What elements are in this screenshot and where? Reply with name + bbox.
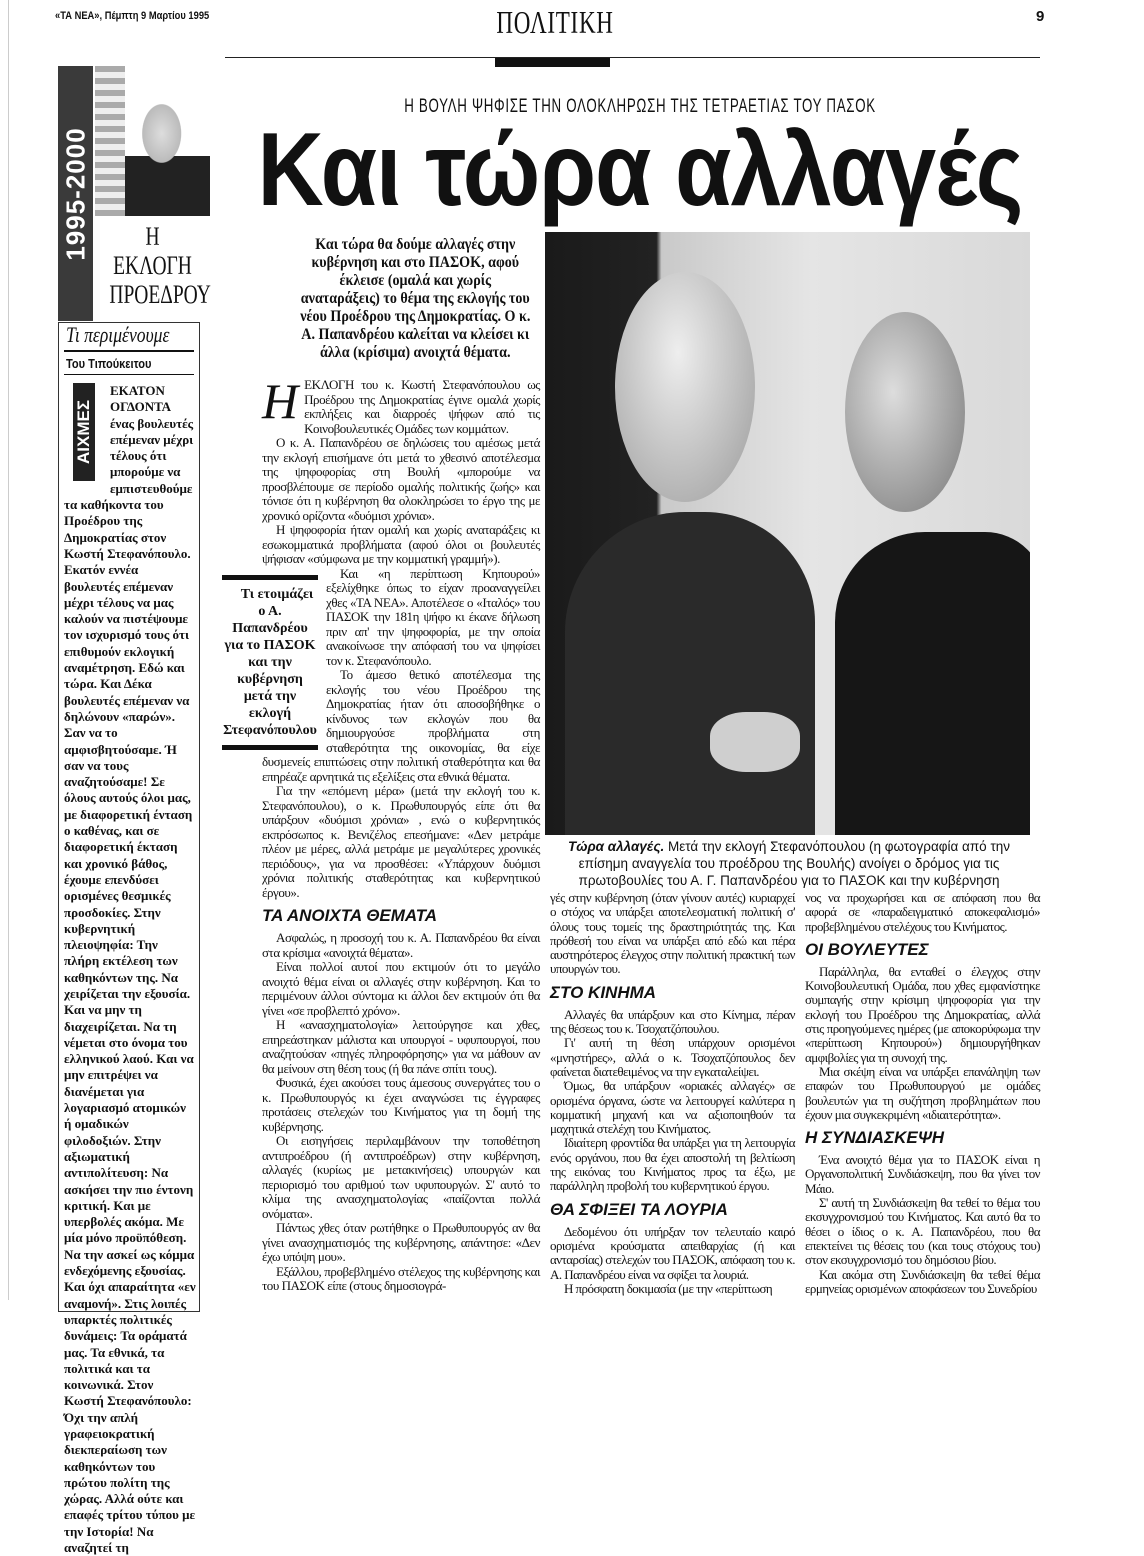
section-bar [495,58,610,67]
article-column-3 [805,891,1040,1296]
paragraph: Η ψηφοφορία ήταν ομαλή και χωρίς αναταράξεις κι εσωκομματικά προβλήματα (αφού όλοι οι βουλευτές ψήφισαν «σύμφωνα με την κομματική γραμμή»). [262,522,540,566]
paragraph: Η πρόσφατη δοκιμασία (με την «περίπτωση [564,1280,773,1296]
paragraph: Είναι πολλοί αυτοί που εκτιμούν ότι το μεγάλο ανοιχτό θέμα είναι οι αλλαγές στην κυβέρνηση. Και το περιμένουν άλλοι σύντομα κι άλλοι δεν εκτιμούν ότι θα γίνει «σε προβλεπτό χρόνο». [262,959,540,1018]
subheading: ΣΤΟ ΚΙΝΗΜΑ [550,982,657,1002]
paragraph: νος να προχωρήσει και σε απόφαση που θα αφορά σε «παραδειγματικό αποκεφαλισμό» προβεβλημένου στελέχους του Κινήματος. [805,890,1040,934]
series-title: Η ΕΚΛΟΓΗ ΠΡΟΕΔΡΟΥ [109,222,211,309]
subheading: ΘΑ ΣΦΙΞΕΙ ΤΑ ΛΟΥΡΙΑ [550,1199,728,1219]
article-photo [545,232,1030,835]
series-years: 1995-2000 [60,126,90,261]
paragraph: Και ακόμα στη Συνδιάσκεψη θα τεθεί θέμα ερμηνείας ορισμένων αποφάσεων του Συνεδρίου [805,1266,1040,1296]
paragraph: Ένα ανοιχτό θέμα για το ΠΑΣΟΚ είναι η Οργανοπολιτική Συνδιάσκεψη, που θα γίνει τον Μάιο. [805,1152,1040,1196]
lead-paragraph: Και τώρα θα δούμε αλλαγές στην κυβέρνηση και στο ΠΑΣΟΚ, αφού έκλεισε (ομαλά και χωρίς αναταράξεις) το θέμα της εκλογής του νέου Προέδρου της Δημοκρατίας. Ο κ. Α. Παπανδρέου καλείται να κλείσει κι άλλα (κρίσιμα) ανοιχτά θέματα. [300,236,531,361]
paragraph: Μια σκέψη είναι να υπάρξει επανάληψη των επαφών του Πρωθυπουργού με ομάδες βουλευτών για τη συζήτηση προβλημάτων που έχουν μια συγκεκριμένη «ιδιαιτερότητα». [805,1063,1040,1122]
kicker: Η ΒΟΥΛΗ ΨΗΦΙΣΕ ΤΗΝ ΟΛΟΚΛΗΡΩΣΗ ΤΗΣ ΤΕΤΡΑΕΤΙΑΣ ΤΟΥ ΠΑΣΟΚ [404,96,876,117]
opinion-author: Του Τιπούκειτου [66,356,152,371]
paragraph: Η «ανασχηματολογία» λειτούργησε και χθες, επηρεάστηκαν μάλιστα και υπουργοί - υφυπουργοί, που αναζητούσαν «πηγές πληροφόρησης» για να μάθουν αν θα μείνουν στη θέση τους (ή θα πάνε σπίτι τους). [262,1017,540,1076]
subheading: ΟΙ ΒΟΥΛΕΥΤΕΣ [805,939,929,959]
opinion-body: ΕΚΑΤΟΝ ΟΓΔΟΝΤΑ ένας βουλευτές επέμεναν μέχρι τέλους ότι μπορούμε να εμπιστευθούμε τα καθήκοντα του Προέδρου της Δημοκρατίας στον Κωστή Στεφανόπουλο. Εκατόν εννέα βουλευτές επέμεναν μέχρι τέλους να μας καλούν να πιστέψουμε τον ισχυρισμό τους ότι επιθυμούν εκλογική αναμέτρηση. Εδώ και τώρα. Και Δέκα βουλευτές επέμεναν να δηλώνουν «παρών». Σαν να το αμφισβητούσαμε. Ή σαν να τους αναζητούσαμε! Σε όλους αυτούς όλοι μας, με διαφορετική ένταση ο καθένας, και σε διαφορετική έκταση και χρονικό βάθος, έχουμε επενδύσει ορισμένες θεσμικές προσδοκίες. Στην κυβερνητική πλειοψηφία: Την πλήρη εκτέλεση των καθηκόντων της. Να χειρίζεται την εξουσία. Και να μην τη διαχειρίζεται. Να τη νέμεται στο όνομα του ελληνικού λαού. Και να μην επιτρέψει να διανέμεται για λογαριασμό ατομικών ή ομαδικών φιλοδοξιών. Στην αξιωματική αντιπολίτευση: Να ασκήσει την πιο έντονη κριτική. Και με υπερβολές ακόμα. Με μία μόνο προϋπόθεση. Να την ασκεί ως κόμμα ενδεχόμενης εξουσίας. Και όχι απαραίτητα «εν αναμονή». Στις λοιπές υπαρκτές πολιτικές δυνάμεις: Τα οράματά μας. Τα εθνικά, τα πολιτικά και τα κοινωνικά. Στον Κωστή Στεφανόπουλο: Όχι την απλή γραφειοκρατική διεκπεραίωση των καθηκόντων του πρώτου πολίτη της χώρας. Αλλά ούτε και επαφές τρίτου τύπου με την Ιστορία! Να αναζητεί τη [64,383,196,1556]
page-number: 9 [1036,8,1045,25]
paragraph: Γι' αυτή τη θέση υπάρχουν ορισμένοι «μνηστήρες», αλλά ο κ. Τσοχατζόπουλος δεν φαίνεται διατεθειμένος να την εγκαταλείψει. [550,1035,795,1079]
opinion-tag [73,383,95,481]
photo-caption [548,838,1030,889]
paragraph: Σ' αυτή τη Συνδιάσκεψη θα τεθεί το θέμα του εκσυγχρονισμού του Κινήματος. Και αυτό θα το θέσει ο ίδιος ο κ. Α. Παπανδρέου, που θα επεκτείνει τις θέσεις του (και τους στόχους του) στον εκσυγχρονισμό του δημόσιου βίου. [805,1195,1040,1268]
paragraph: Οι εισηγήσεις περιλαμβάνουν την τοποθέτηση αντιπροέδρου (ή αντιπροέδρων) στην κυβέρνηση, αλλαγές (κυρίως με μετακινήσεις) υπουργών και περιορισμό του αριθμού των υφυπουργών. Σ' αυτό το κλίμα της ανασχηματολογίας «παίζονται πολλά ονόματα». [262,1133,540,1221]
paragraph: Το άμεσο θετικό αποτέλεσμα της εκλογής του νέου Προέδρου της Δημοκρατίας ήταν ότι αποσοβήθηκε ο κίνδυνος των εκλογών που θα δημιουργούσε προβλήματα στη σταθερότητα της οικονομίας, θα είχε δυσμενείς επιπτώσεις στην πολιτική σταθερότητα και θα επηρέαζε αρνητικά τις εξελίξεις στα εθνικά θέματα. [262,667,540,784]
caption-text: Μετά την εκλογή Στεφανόπουλου (η φωτογραφία από την επίσημη αναγγελία του προέδρου της Βουλής) ανοίγει ο δρόμος για τις πρωτοβουλίες του Α. Γ. Παπανδρέου για το ΠΑΣΟΚ και την κυβέρνηση [578,839,1011,888]
article-column-1 [223,373,540,1294]
opinion-title: Τι περιμένουμε [66,322,170,347]
article-column-2 [550,891,795,1296]
paragraph: Ιδιαίτερη φροντίδα θα υπάρξει για τη λειτουργία ενός οργάνου, που θα έχει αποστολή τη βελτίωση της εικόνας του Κινήματος προς τα έξω, με παράλληλη προβολή του κυβερνητικού έργου. [550,1135,795,1194]
paragraph: Ασφαλώς, η προσοχή του κ. Α. Παπανδρέου θα είναι στα κρίσιμα «ανοιχτά θέματα». [262,930,540,960]
paragraph: Παράλληλα, θα ενταθεί ο έλεγχος στην Κοινοβουλευτική Ομάδα, που χθες εμφανίστηκε συμπαγής στην κρίσιμη ψηφοφορία για την εκλογή του Προέδρου της Δημοκρατίας, αλλά στις προηγούμενες ημέρες (με αποκορύφωμα την «περίπτωση Κηπουρού») δημιουργήθηκαν αμφιβολίες για τη συνοχή της. [805,963,1040,1065]
paragraph: Για την «επόμενη μέρα» (μετά την εκλογή του κ. Στεφανόπουλου), ο κ. Πρωθυπουργός είπε ότι θα υπάρξουν «δυόμισι χρόνια» , ενώ ο κυβερνητικός εκπρόσωπος κ. Βενιζέλος επεσήμανε: «Δεν μετράμε πλέον με μέρες, αλλά μετράμε με μεγαλύτερες χρονικές περιόδους», για να προσθέσει: «Υπάρχουν δυόμισι χρόνια πολιτικής σταθερότητας και κυβερνητικού έργου». [262,783,540,900]
pull-quote: Τι ετοιμάζει ο Α. Παπανδρέου για το ΠΑΣΟΚ και την κυβέρνηση μετά την εκλογή Στεφανόπουλου [222,575,318,750]
divider [64,374,194,375]
scan-edge [8,0,9,1300]
paragraph: Αλλαγές θα υπάρξουν και στο Κίνημα, πέραν της θέσεως του κ. Τσοχατζόπουλου. [550,1006,795,1037]
divider [64,350,194,352]
subheading: ΤΑ ΑΝΟΙΧΤΑ ΘΕΜΑΤΑ [262,906,438,925]
opinion-text [64,383,196,1556]
opinion-tag-label: ΑΙΧΜΕΣ [74,399,93,465]
issue-date: «ΤΑ ΝΕΑ», Πέμπτη 9 Μαρτίου 1995 [55,10,210,22]
series-years-strip [58,66,93,321]
dropcap: Η [262,373,299,429]
paragraph: ΕΚΛΟΓΗ του κ. Κωστή Στεφανόπουλου ως Προέδρου της Δημοκρατίας έγινε ομαλά χωρίς εκπλήξεις και διαρροές ψήφων από τις Κοινοβουλευτικές Ομάδες των κομμάτων. [304,377,540,436]
paragraph: Όμως, θα υπάρξουν «οριακές αλλαγές» σε ορισμένα όργανα, ώστε να λειτουργεί καλύτερα η κομματική μηχανή και να αξιοποιηθούν τα μαχητικά στελέχη του Κινήματος. [550,1078,795,1137]
headline: Και τώρα αλλαγές [257,112,1023,228]
paragraph: Φυσικά, έχει ακούσει τους άμεσους συνεργάτες του ο κ. Πρωθυπουργός κι έχει αναγνώσει τις έγγραφες προτάσεις στελεχών του Κινήματος για τη δομή της κυβέρνησης. [262,1075,540,1134]
header-rule [225,57,1040,58]
portrait-photo [95,66,210,216]
caption-title: Τώρα αλλαγές. [567,839,665,854]
subheading: Η ΣΥΝΔΙΑΣΚΕΨΗ [805,1128,945,1148]
paragraph: Και «η περίπτωση Κηπουρού» εξελίχθηκε όπως το είχαν προαναγγείλει χθες «ΤΑ ΝΕΑ». Αποτέλεσε ο «Ιταλός» του ΠΑΣΟΚ την 181η ψήφο κι έκανε δήλωση πριν απ' την ψηφοφορία, με την οποία ανακοίνωσε την απόφασή του να ψηφίσει τον κ. Στεφανόπουλο. [326,565,540,668]
paragraph: γές στην κυβέρνηση (όταν γίνουν αυτές) κυριαρχεί ο στόχος να υπάρξει αποτελεσματική πολιτική σ' όλους τους τομείς της δραστηριότητάς της. Και πρόθεσή του είναι να υπάρξει από εδώ και πέρα αυστηρότερος έλεγχος στην πολιτική πρακτική των υπουργών του. [550,890,795,977]
section-title: ΠΟΛΙΤΙΚΗ [496,4,614,40]
paragraph: Εξάλλου, προβεβλημένο στέλεχος της κυβέρνησης και του ΠΑΣΟΚ είπε (στους δημοσιογρά- [262,1263,540,1293]
paragraph: Ο κ. Α. Παπανδρέου σε δηλώσεις του αμέσως μετά την εκλογή επισήμανε ότι μετά το χθεσινό αποτέλεσμα της ψηφοφορίας στη Βουλή «μπορούμε να προσβλέπουμε σε περίοδο ομαλής πολιτικής ζωής» και τόνισε ότι η κυβέρνηση θα ολοκληρώσει το έργο της με χρονικό ορίζοντα «δυόμισι χρόνια». [262,435,540,523]
paragraph: Πάντως χθες όταν ρωτήθηκε ο Πρωθυπουργός αν θα γίνει ανασχηματισμός της κυβέρνησης, απάντησε: «Δεν έχω υπόψη μου». [262,1220,540,1264]
paragraph: Δεδομένου ότι υπήρξαν τον τελευταίο καιρό ορισμένα κρούσματα απειθαρχίας (ή και ανταρσίας) στελεχών του ΠΑΣΟΚ, απόφαση του κ. Α. Παπανδρέου είναι να σφίξει τα λουριά. [550,1223,795,1282]
